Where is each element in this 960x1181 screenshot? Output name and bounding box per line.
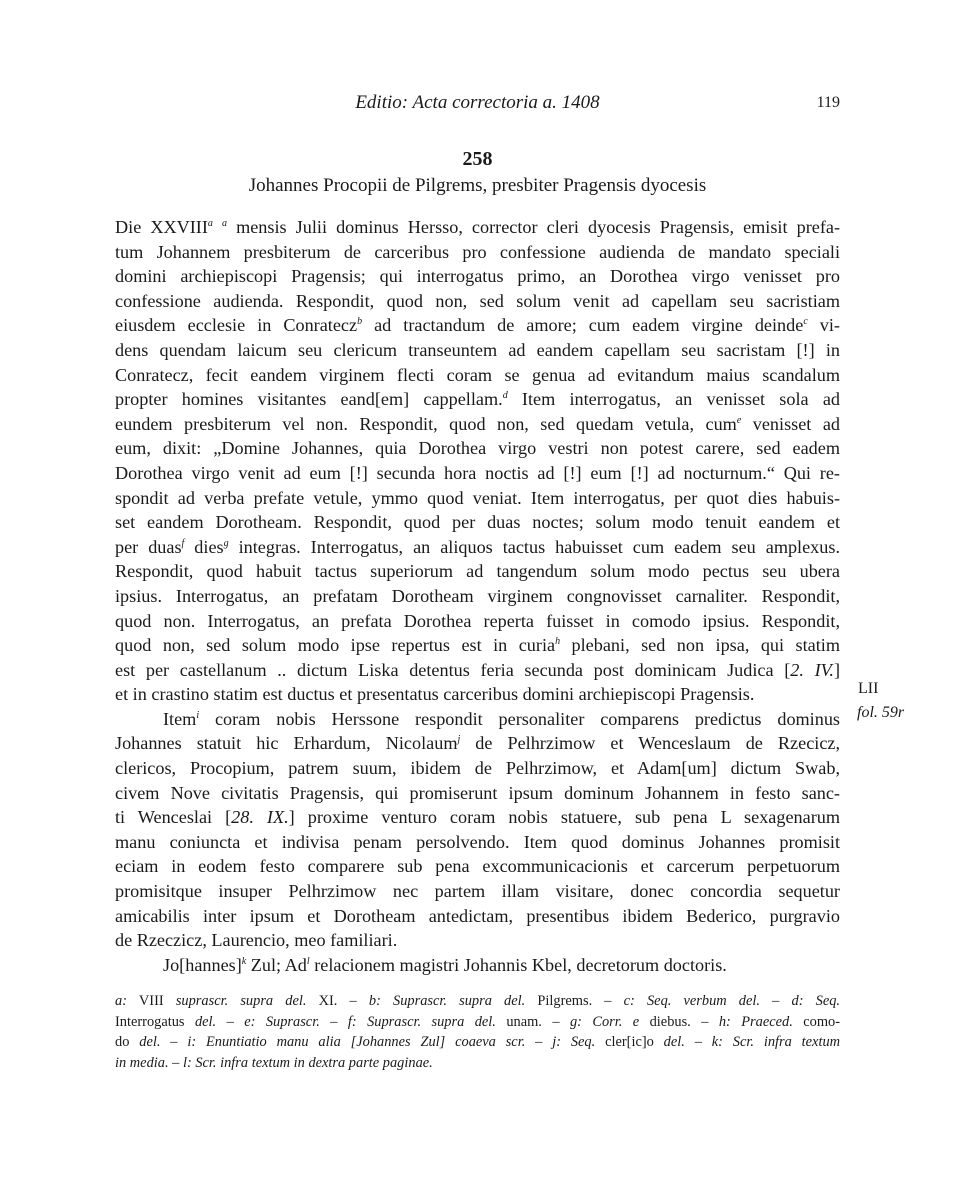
document-number: 258 — [462, 148, 493, 170]
body-line: ti Wenceslai [28. IX.] proxime venturo coram nobis statuere, sub pena L sexagenarum — [115, 807, 840, 828]
body-line: eum, dixit: „Domine Johannes, quia Dorothea virgo vestri non potest carere, sed eadem — [115, 438, 840, 459]
body-line: manu coniuncta et indivisa penam persolvendo. Item quod dominus Johannes promisit — [115, 831, 840, 852]
body-line: propter homines visitantes eand[em] cappellam.$^d$ Item interrogatus, an venisset sola ad — [115, 389, 840, 410]
body-line: promisitque insuper Pelhrzimow nec partem illam visitare, donec concordia sequetur — [115, 881, 840, 902]
body-line: confessione audienda. Respondit, quod non, sed solum venit ad capellam seu sacristiam — [115, 290, 840, 311]
body-line: per duas$^f$ dies$^g$ integras. Interrogatus, an aliquos tactus habuisset cum eadem seu amplexus. — [115, 536, 840, 557]
footnote-line: Interrogatus del. – e: Suprascr. – f: Suprascr. supra del. unam. – g: Corr. e diebus. – h: Praeced. como- — [115, 1013, 841, 1030]
body-line: Die XXVIII$^a$ $^a$ mensis Julii dominus Hersso, corrector cleri dyocesis Pragensis, emisit prefa- — [115, 217, 841, 237]
footnotes — [115, 991, 840, 1073]
body-line: civem Nove civitatis Pragensis, qui promiserunt ipsum dominum Johannem in festo sanc- — [115, 782, 840, 803]
body-line: de Rzeczicz, Laurencio, meo familiari. — [115, 930, 398, 951]
body-line: dens quendam laicum seu clericum transeuntem ad eandem capellam seu sacristam [!] in — [115, 339, 840, 360]
running-title: Editio: Acta correctoria a. 1408 — [355, 92, 600, 113]
body-line: eiusdem ecclesie in Conratecz$^b$ ad tractandum de amore; cum eadem virgine deinde$^c$ vi- — [115, 315, 840, 336]
body-line: tum Johannem presbiterum de carceribus pro confessione audienda de mandato speciali — [115, 241, 840, 262]
page-number: 119 — [816, 94, 840, 111]
document-title: Johannes Procopii de Pilgrems, presbiter Pragensis dyocesis — [248, 175, 707, 196]
body-line: spondit ad verba prefate vetule, ymmo quod veniat. Item interrogatus, per quot dies habuis- — [115, 487, 840, 508]
margin-note-folio-page: fol. 59r — [857, 704, 905, 721]
margin-note-folio: LII — [858, 680, 879, 697]
body-line: quod non. Interrogatus, an prefata Dorothea reperta fuisset in comodo ipsius. Respondit, — [115, 610, 840, 631]
body-line: Item$^i$ coram nobis Herssone respondit personaliter comparens predictus dominus — [163, 708, 840, 729]
footnote-line: do del. – i: Enuntiatio manu alia [Johannes Zul] coaeva scr. – j: Seq. cler[ic]o del. – k: Scr. infra textum — [115, 1034, 841, 1050]
body-line: ipsius. Interrogatus, an prefatam Dorotheam virginem congnovisset carnaliter. Respondit, — [115, 585, 840, 606]
body-line: amicabilis inter ipsum et Dorotheam antedictam, presentibus ibidem Bederico, purgravio — [115, 905, 840, 926]
body-line: Conratecz, fecit eandem virginem flecti coram se genua ad evitandum maius scandalum — [115, 364, 840, 385]
body-line: set eandem Dorotheam. Respondit, quod per duas noctes; solum modo tenuit eandem et — [115, 512, 840, 533]
body-line: et in crastino statim est ductus et presentatus carceribus domini archiepiscopi Pragensis. — [115, 684, 755, 705]
footnote-line: in media. – l: Scr. infra textum in dextra parte paginae. — [115, 1054, 433, 1071]
body-line: Dorothea virgo venit ad eum [!] secunda hora noctis ad [!] eum [!] ad nocturnum.“ Qui re- — [115, 462, 840, 483]
body-line: est per castellanum .. dictum Liska detentus feria secunda post dominicam Judica [2. IV.] — [115, 659, 841, 680]
body-line: domini archiepiscopi Pragensis; qui interrogatus primo, an Dorothea virgo venisset pro — [115, 266, 840, 287]
body-line: quod non, sed solum modo ipse repertus est in curia$^h$ plebani, sed non ipsa, qui statim — [115, 635, 840, 656]
body-line: Johannes statuit hic Erhardum, Nicolaum$^j$ de Pelhrzimow et Wenceslaum de Rzecicz, — [115, 733, 841, 754]
footnote-line: a: VIII suprascr. supra del. XI. – b: Suprascr. supra del. Pilgrems. – c: Seq. verbum del. – d: Seq. — [115, 993, 841, 1009]
body-line: clericos, Procopium, patrem suum, ibidem de Pelhrzimow, et Adam[um] dictum Swab, — [115, 758, 840, 779]
body-line: Jo[hannes]$^k$ Zul; Ad$^l$ relacionem magistri Johannis Kbel, decretorum doctoris. — [163, 954, 727, 975]
body-text — [115, 215, 840, 977]
body-line: Respondit, quod habuit tactus superiorum ad tangendum solum modo pectus seu ubera — [115, 561, 840, 582]
body-line: eundem presbiterum vel non. Respondit, quod non, sed quedam vetula, cum$^e$ venisset ad — [115, 413, 841, 434]
body-line: eciam in eodem festo comparere sub pena excommunicacionis et carcerum perpetuorum — [115, 856, 840, 877]
